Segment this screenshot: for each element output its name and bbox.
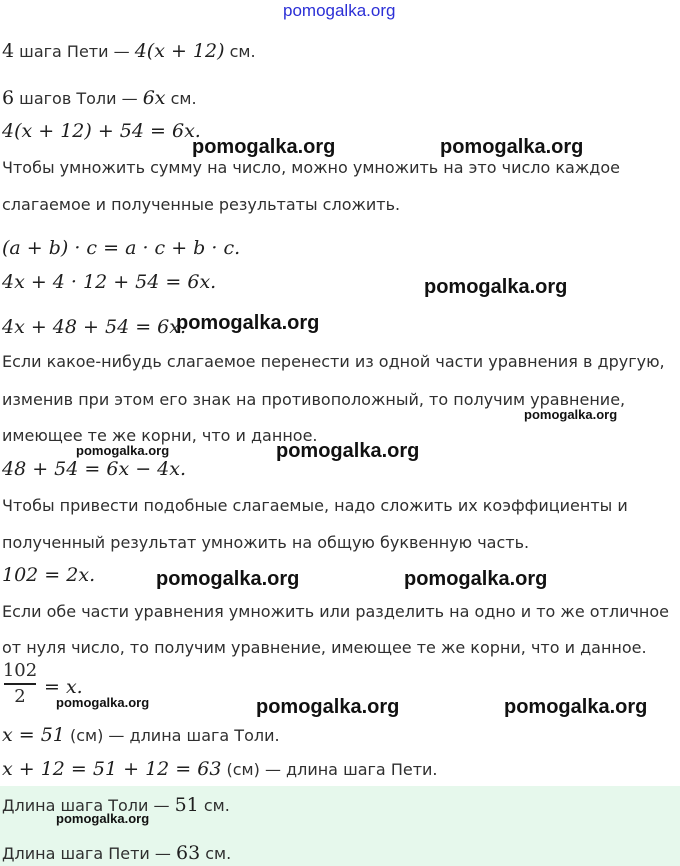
l2-unit: см.	[165, 89, 197, 108]
watermark-4: pomogalka.org	[176, 312, 320, 334]
equation-2: 4x + 4 · 12 + 54 = 6x.	[2, 271, 217, 293]
watermark-8: pomogalka.org	[156, 568, 300, 590]
equation-distributive: (a + b) · c = a · c + b · c.	[2, 237, 241, 259]
line-petya-result	[2, 758, 438, 780]
rule-distributive-b: слагаемое и полученные результаты сложить.	[2, 195, 401, 214]
rule-divide-b: от нуля число, то получим уравнение, имеющее те же корни, что и данное.	[2, 638, 647, 657]
fraction-numerator: 102	[2, 660, 38, 681]
fraction	[0, 660, 40, 708]
watermark-1: pomogalka.org	[192, 136, 336, 158]
watermark-13: pomogalka.org	[56, 811, 150, 826]
l9-expr: x = 51	[2, 724, 65, 746]
watermark-6: pomogalka.org	[76, 443, 170, 458]
watermark-9: pomogalka.org	[404, 568, 548, 590]
fraction-rest: = x.	[44, 676, 83, 698]
l10-expr: x + 12 = 51 + 12 = 63	[2, 758, 222, 780]
rule-like-terms-a: Чтобы привести подобные слагаемые, надо сложить их коэффициенты и	[2, 496, 628, 515]
rule-divide-a: Если обе части уравнения умножить или разделить на одно и то же отличное	[2, 602, 670, 621]
l2-num: 6	[2, 87, 15, 109]
equation-4: 48 + 54 = 6x − 4x.	[2, 458, 186, 480]
line-tolya-steps	[2, 87, 197, 109]
watermark-10: pomogalka.org	[56, 695, 150, 710]
l10-text: (см) — длина шага Пети.	[221, 760, 438, 779]
rule-transfer-b: изменив при этом его знак на противоположный, то получим уравнение,	[2, 390, 626, 409]
rule-distributive-a: Чтобы умножить сумму на число, можно умножить на это число каждое	[2, 158, 620, 177]
rule-like-terms-b: полученный результат умножить на общую буквенную часть.	[2, 533, 530, 552]
watermark-7: pomogalka.org	[276, 440, 420, 462]
rule-transfer-a: Если какое-нибудь слагаемое перенести из одной части уравнения в другую,	[2, 352, 665, 371]
watermark-2: pomogalka.org	[440, 136, 584, 158]
line-petya-steps	[2, 40, 256, 62]
equation-3: 4x + 48 + 54 = 6x.	[2, 316, 186, 338]
ans2-text: Длина шага Пети —	[2, 844, 176, 863]
rule-transfer-c: имеющее те же корни, что и данное.	[2, 426, 318, 445]
l2-expr: 6x	[142, 87, 166, 109]
l9-text: (см) — длина шага Толи.	[64, 726, 280, 745]
l1-text: шага Пети —	[14, 42, 135, 61]
fraction-denominator: 2	[14, 685, 26, 707]
watermark-12: pomogalka.org	[504, 696, 648, 718]
ans1-unit: см.	[198, 796, 230, 815]
l2-text: шагов Толи —	[14, 89, 143, 108]
top-watermark: pomogalka.org	[283, 1, 396, 20]
line-tolya-result	[2, 724, 280, 746]
ans2-unit: см.	[200, 844, 232, 863]
l1-num: 4	[2, 40, 15, 62]
ans1-text: Длина шага Толи —	[2, 796, 175, 815]
ans1-value: 51	[174, 794, 199, 816]
fraction-bar	[4, 683, 36, 685]
watermark-5: pomogalka.org	[524, 407, 618, 422]
l1-expr: 4(x + 12)	[134, 40, 225, 62]
watermark-3: pomogalka.org	[424, 276, 568, 298]
watermark-11: pomogalka.org	[256, 696, 400, 718]
ans2-value: 63	[175, 842, 201, 864]
l1-unit: см.	[224, 42, 256, 61]
equation-1: 4(x + 12) + 54 = 6x.	[2, 120, 201, 142]
equation-5: 102 = 2x.	[2, 564, 96, 586]
answer-petya	[2, 842, 231, 864]
